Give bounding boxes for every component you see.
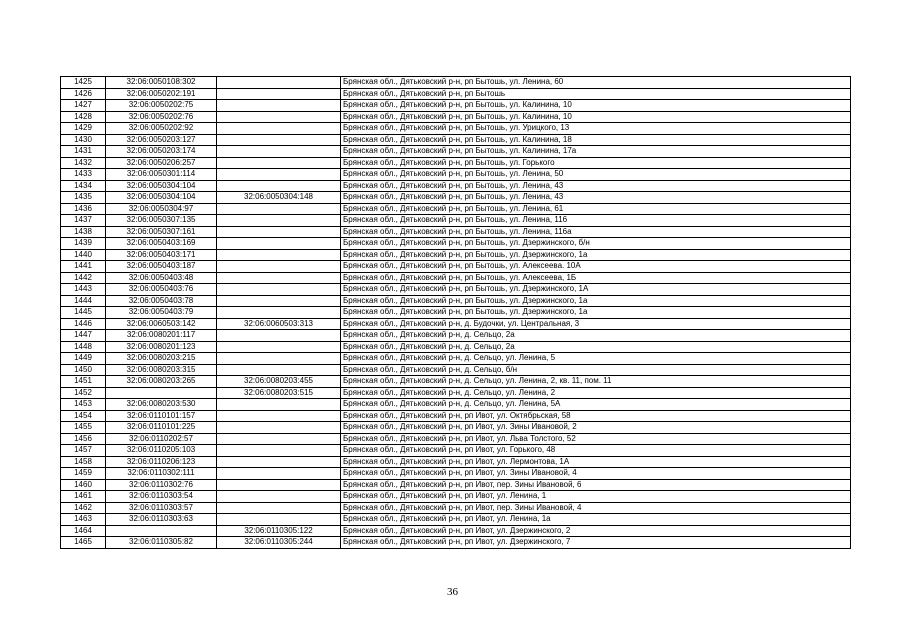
address-cell: Брянская обл., Дятьковский р-н, рп Бытошь, ул. Дзержинского, 1а <box>341 295 851 307</box>
table-row <box>61 157 851 169</box>
row-number-cell: 1463 <box>61 514 106 526</box>
table-row <box>61 203 851 215</box>
address-cell: Брянская обл., Дятьковский р-н, рп Бытошь, ул. Урицкого, 13 <box>341 123 851 135</box>
row-number-cell: 1442 <box>61 272 106 284</box>
table-row <box>61 468 851 480</box>
table-row <box>61 284 851 296</box>
cadastral-number-cell: 32:06:0050403:169 <box>106 238 217 250</box>
row-number-cell: 1443 <box>61 284 106 296</box>
row-number-cell: 1434 <box>61 180 106 192</box>
cadastral-number-cell: 32:06:0110101:157 <box>106 410 217 422</box>
document-sheet <box>60 76 851 549</box>
address-cell: Брянская обл., Дятьковский р-н, д. Сельцо, ул. Ленина, 5 <box>341 353 851 365</box>
address-cell: Брянская обл., Дятьковский р-н, рп Бытошь, ул. Дзержинского, 1а <box>341 249 851 261</box>
table-row <box>61 410 851 422</box>
cadastral-number-cell: 32:06:0050202:75 <box>106 100 217 112</box>
address-cell: Брянская обл., Дятьковский р-н, рп Бытошь, ул. Горького <box>341 157 851 169</box>
cadastral-number-cell: 32:06:0110302:111 <box>106 468 217 480</box>
linked-cadastral-number-cell <box>217 307 341 319</box>
linked-cadastral-number-cell <box>217 364 341 376</box>
cadastral-number-cell: 32:06:0080203:215 <box>106 353 217 365</box>
cadastral-number-cell: 32:06:0050403:76 <box>106 284 217 296</box>
linked-cadastral-number-cell <box>217 203 341 215</box>
cadastral-number-cell: 32:06:0080201:117 <box>106 330 217 342</box>
table-row <box>61 445 851 457</box>
cadastral-number-cell: 32:06:0110303:57 <box>106 502 217 514</box>
cadastral-number-cell: 32:06:0060503:142 <box>106 318 217 330</box>
linked-cadastral-number-cell <box>217 456 341 468</box>
linked-cadastral-number-cell: 32:06:0050304:148 <box>217 192 341 204</box>
address-cell: Брянская обл., Дятьковский р-н, рп Бытошь, ул. Калинина, 17а <box>341 146 851 158</box>
row-number-cell: 1439 <box>61 238 106 250</box>
table-row <box>61 100 851 112</box>
table-row <box>61 318 851 330</box>
table-row <box>61 146 851 158</box>
cadastral-number-cell: 32:06:0050108:302 <box>106 77 217 89</box>
cadastral-number-cell: 32:06:0050403:171 <box>106 249 217 261</box>
address-cell: Брянская обл., Дятьковский р-н, д. Сельцо, ул. Ленина, 2 <box>341 387 851 399</box>
table-row <box>61 111 851 123</box>
cadastral-number-cell: 32:06:0050202:76 <box>106 111 217 123</box>
address-cell: Брянская обл., Дятьковский р-н, д. Сельцо, ул. Ленина, 5А <box>341 399 851 411</box>
linked-cadastral-number-cell <box>217 169 341 181</box>
cadastral-number-cell: 32:06:0110202:57 <box>106 433 217 445</box>
linked-cadastral-number-cell <box>217 399 341 411</box>
table-row <box>61 479 851 491</box>
linked-cadastral-number-cell <box>217 226 341 238</box>
address-cell: Брянская обл., Дятьковский р-н, рп Бытошь, ул. Калинина, 10 <box>341 100 851 112</box>
row-number-cell: 1426 <box>61 88 106 100</box>
table-row <box>61 491 851 503</box>
cadastral-number-cell <box>106 387 217 399</box>
cadastral-number-cell: 32:06:0050206:257 <box>106 157 217 169</box>
cadastral-number-cell: 32:06:0050203:127 <box>106 134 217 146</box>
table-row <box>61 433 851 445</box>
address-cell: Брянская обл., Дятьковский р-н, рп Ивот, ул. Льва Толстого, 52 <box>341 433 851 445</box>
row-number-cell: 1438 <box>61 226 106 238</box>
address-cell: Брянская обл., Дятьковский р-н, рп Ивот, ул. Ленина, 1 <box>341 491 851 503</box>
table-row <box>61 238 851 250</box>
row-number-cell: 1447 <box>61 330 106 342</box>
row-number-cell: 1428 <box>61 111 106 123</box>
table-row <box>61 364 851 376</box>
cadastral-number-cell: 32:06:0050203:174 <box>106 146 217 158</box>
address-cell: Брянская обл., Дятьковский р-н, рп Ивот, ул. Дзержинского, 7 <box>341 537 851 549</box>
linked-cadastral-number-cell <box>217 284 341 296</box>
row-number-cell: 1432 <box>61 157 106 169</box>
cadastral-number-cell: 32:06:0110205:103 <box>106 445 217 457</box>
linked-cadastral-number-cell <box>217 502 341 514</box>
linked-cadastral-number-cell <box>217 353 341 365</box>
cadastral-number-cell: 32:06:0050403:78 <box>106 295 217 307</box>
row-number-cell: 1450 <box>61 364 106 376</box>
linked-cadastral-number-cell <box>217 77 341 89</box>
row-number-cell: 1433 <box>61 169 106 181</box>
address-cell: Брянская обл., Дятьковский р-н, рп Бытошь, ул. Алексеева, 1Б <box>341 272 851 284</box>
row-number-cell: 1451 <box>61 376 106 388</box>
row-number-cell: 1435 <box>61 192 106 204</box>
table-row <box>61 525 851 537</box>
linked-cadastral-number-cell <box>217 295 341 307</box>
row-number-cell: 1448 <box>61 341 106 353</box>
row-number-cell: 1440 <box>61 249 106 261</box>
linked-cadastral-number-cell <box>217 146 341 158</box>
row-number-cell: 1452 <box>61 387 106 399</box>
table-row <box>61 456 851 468</box>
address-cell: Брянская обл., Дятьковский р-н, рп Ивот, пер. Зины Ивановой, 6 <box>341 479 851 491</box>
row-number-cell: 1465 <box>61 537 106 549</box>
table-row <box>61 387 851 399</box>
address-cell: Брянская обл., Дятьковский р-н, рп Ивот, ул. Лермонтова, 1А <box>341 456 851 468</box>
linked-cadastral-number-cell <box>217 479 341 491</box>
cadastral-number-cell: 32:06:0110101:225 <box>106 422 217 434</box>
cadastral-number-cell: 32:06:0110303:63 <box>106 514 217 526</box>
linked-cadastral-number-cell <box>217 100 341 112</box>
row-number-cell: 1462 <box>61 502 106 514</box>
table-row <box>61 376 851 388</box>
property-registry-table <box>60 76 851 549</box>
table-row <box>61 341 851 353</box>
cadastral-number-cell: 32:06:0050403:48 <box>106 272 217 284</box>
address-cell: Брянская обл., Дятьковский р-н, рп Бытошь, ул. Ленина, 116а <box>341 226 851 238</box>
linked-cadastral-number-cell: 32:06:0060503:313 <box>217 318 341 330</box>
address-cell: Брянская обл., Дятьковский р-н, д. Сельцо, б/н <box>341 364 851 376</box>
row-number-cell: 1445 <box>61 307 106 319</box>
cadastral-number-cell: 32:06:0080201:123 <box>106 341 217 353</box>
linked-cadastral-number-cell <box>217 272 341 284</box>
table-row <box>61 295 851 307</box>
linked-cadastral-number-cell <box>217 468 341 480</box>
row-number-cell: 1430 <box>61 134 106 146</box>
linked-cadastral-number-cell <box>217 341 341 353</box>
address-cell: Брянская обл., Дятьковский р-н, рп Бытошь, ул. Ленина, 61 <box>341 203 851 215</box>
table-row <box>61 399 851 411</box>
address-cell: Брянская обл., Дятьковский р-н, рп Бытошь, ул. Дзержинского, 1А <box>341 284 851 296</box>
address-cell: Брянская обл., Дятьковский р-н, рп Бытошь, ул. Дзержинского, б/н <box>341 238 851 250</box>
address-cell: Брянская обл., Дятьковский р-н, рп Бытошь <box>341 88 851 100</box>
cadastral-number-cell: 32:06:0110206:123 <box>106 456 217 468</box>
table-row <box>61 249 851 261</box>
row-number-cell: 1464 <box>61 525 106 537</box>
row-number-cell: 1429 <box>61 123 106 135</box>
linked-cadastral-number-cell <box>217 491 341 503</box>
table-row <box>61 502 851 514</box>
address-cell: Брянская обл., Дятьковский р-н, рп Ивот, ул. Горького, 48 <box>341 445 851 457</box>
row-number-cell: 1456 <box>61 433 106 445</box>
table-row <box>61 169 851 181</box>
linked-cadastral-number-cell <box>217 88 341 100</box>
row-number-cell: 1454 <box>61 410 106 422</box>
cadastral-number-cell: 32:06:0110303:54 <box>106 491 217 503</box>
row-number-cell: 1457 <box>61 445 106 457</box>
table-row <box>61 134 851 146</box>
row-number-cell: 1437 <box>61 215 106 227</box>
linked-cadastral-number-cell <box>217 180 341 192</box>
cadastral-number-cell: 32:06:0050304:104 <box>106 192 217 204</box>
address-cell: Брянская обл., Дятьковский р-н, рп Ивот, ул. Ленина, 1а <box>341 514 851 526</box>
cadastral-number-cell: 32:06:0110302:76 <box>106 479 217 491</box>
address-cell: Брянская обл., Дятьковский р-н, рп Бытошь, ул. Алексеева. 10А <box>341 261 851 273</box>
cadastral-number-cell: 32:06:0080203:315 <box>106 364 217 376</box>
linked-cadastral-number-cell <box>217 422 341 434</box>
table-row <box>61 330 851 342</box>
row-number-cell: 1460 <box>61 479 106 491</box>
address-cell: Брянская обл., Дятьковский р-н, рп Бытошь, ул. Ленина, 116 <box>341 215 851 227</box>
linked-cadastral-number-cell <box>217 215 341 227</box>
cadastral-number-cell <box>106 525 217 537</box>
row-number-cell: 1425 <box>61 77 106 89</box>
registry-table-body <box>61 77 851 549</box>
row-number-cell: 1453 <box>61 399 106 411</box>
row-number-cell: 1459 <box>61 468 106 480</box>
address-cell: Брянская обл., Дятьковский р-н, д. Сельцо, ул. Ленина, 2, кв. 11, пом. 11 <box>341 376 851 388</box>
cadastral-number-cell: 32:06:0050403:187 <box>106 261 217 273</box>
linked-cadastral-number-cell <box>217 123 341 135</box>
table-row <box>61 422 851 434</box>
row-number-cell: 1431 <box>61 146 106 158</box>
row-number-cell: 1441 <box>61 261 106 273</box>
cadastral-number-cell: 32:06:0050301:114 <box>106 169 217 181</box>
row-number-cell: 1461 <box>61 491 106 503</box>
address-cell: Брянская обл., Дятьковский р-н, рп Бытошь, ул. Ленина, 43 <box>341 180 851 192</box>
address-cell: Брянская обл., Дятьковский р-н, рп Ивот, ул. Октябрьская, 58 <box>341 410 851 422</box>
linked-cadastral-number-cell: 32:06:0080203:455 <box>217 376 341 388</box>
linked-cadastral-number-cell: 32:06:0110305:122 <box>217 525 341 537</box>
cadastral-number-cell: 32:06:0050304:104 <box>106 180 217 192</box>
address-cell: Брянская обл., Дятьковский р-н, рп Бытошь, ул. Дзержинского, 1а <box>341 307 851 319</box>
row-number-cell: 1444 <box>61 295 106 307</box>
address-cell: Брянская обл., Дятьковский р-н, рп Ивот, пер. Зины Ивановой, 4 <box>341 502 851 514</box>
cadastral-number-cell: 32:06:0080203:265 <box>106 376 217 388</box>
table-row <box>61 77 851 89</box>
linked-cadastral-number-cell: 32:06:0110305:244 <box>217 537 341 549</box>
address-cell: Брянская обл., Дятьковский р-н, д. Будочки, ул. Центральная, 3 <box>341 318 851 330</box>
cadastral-number-cell: 32:06:0110305:82 <box>106 537 217 549</box>
table-row <box>61 261 851 273</box>
row-number-cell: 1427 <box>61 100 106 112</box>
table-row <box>61 226 851 238</box>
address-cell: Брянская обл., Дятьковский р-н, рп Бытошь, ул. Калинина, 18 <box>341 134 851 146</box>
table-row <box>61 353 851 365</box>
table-row <box>61 123 851 135</box>
cadastral-number-cell: 32:06:0050403:79 <box>106 307 217 319</box>
cadastral-number-cell: 32:06:0080203:530 <box>106 399 217 411</box>
table-row <box>61 272 851 284</box>
cadastral-number-cell: 32:06:0050202:92 <box>106 123 217 135</box>
address-cell: Брянская обл., Дятьковский р-н, рп Ивот, ул. Дзержинского, 2 <box>341 525 851 537</box>
linked-cadastral-number-cell <box>217 514 341 526</box>
cadastral-number-cell: 32:06:0050307:135 <box>106 215 217 227</box>
linked-cadastral-number-cell <box>217 238 341 250</box>
linked-cadastral-number-cell: 32:06:0080203:515 <box>217 387 341 399</box>
address-cell: Брянская обл., Дятьковский р-н, д. Сельцо, 2а <box>341 341 851 353</box>
row-number-cell: 1458 <box>61 456 106 468</box>
linked-cadastral-number-cell <box>217 433 341 445</box>
linked-cadastral-number-cell <box>217 134 341 146</box>
table-row <box>61 88 851 100</box>
table-row <box>61 307 851 319</box>
row-number-cell: 1446 <box>61 318 106 330</box>
linked-cadastral-number-cell <box>217 330 341 342</box>
cadastral-number-cell: 32:06:0050202:191 <box>106 88 217 100</box>
linked-cadastral-number-cell <box>217 249 341 261</box>
table-row <box>61 180 851 192</box>
table-row <box>61 514 851 526</box>
address-cell: Брянская обл., Дятьковский р-н, рп Ивот, ул. Зины Ивановой, 2 <box>341 422 851 434</box>
linked-cadastral-number-cell <box>217 410 341 422</box>
cadastral-number-cell: 32:06:0050307:161 <box>106 226 217 238</box>
address-cell: Брянская обл., Дятьковский р-н, д. Сельцо, 2а <box>341 330 851 342</box>
table-row <box>61 215 851 227</box>
address-cell: Брянская обл., Дятьковский р-н, рп Ивот, ул. Зины Ивановой, 4 <box>341 468 851 480</box>
linked-cadastral-number-cell <box>217 445 341 457</box>
address-cell: Брянская обл., Дятьковский р-н, рп Бытошь, ул. Калинина, 10 <box>341 111 851 123</box>
page-number: 36 <box>447 586 458 598</box>
address-cell: Брянская обл., Дятьковский р-н, рп Бытошь, ул. Ленина, 50 <box>341 169 851 181</box>
linked-cadastral-number-cell <box>217 111 341 123</box>
row-number-cell: 1436 <box>61 203 106 215</box>
table-row <box>61 537 851 549</box>
row-number-cell: 1455 <box>61 422 106 434</box>
linked-cadastral-number-cell <box>217 157 341 169</box>
table-row <box>61 192 851 204</box>
address-cell: Брянская обл., Дятьковский р-н, рп Бытошь, ул. Ленина, 43 <box>341 192 851 204</box>
cadastral-number-cell: 32:06:0050304:97 <box>106 203 217 215</box>
address-cell: Брянская обл., Дятьковский р-н, рп Бытошь, ул. Ленина, 60 <box>341 77 851 89</box>
row-number-cell: 1449 <box>61 353 106 365</box>
linked-cadastral-number-cell <box>217 261 341 273</box>
